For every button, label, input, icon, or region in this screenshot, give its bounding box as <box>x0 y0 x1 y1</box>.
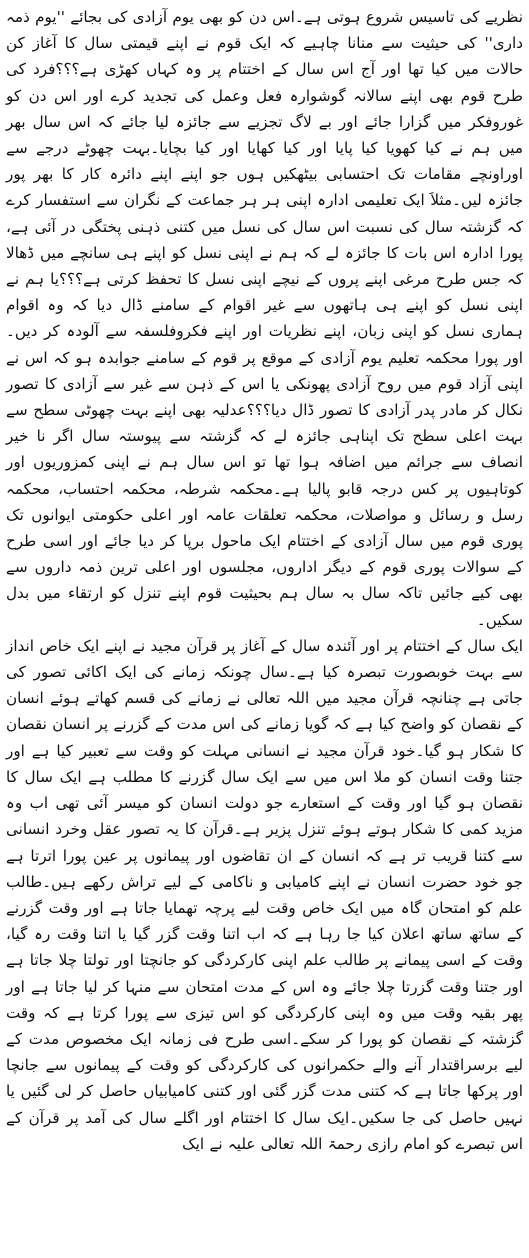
article-paragraph-2: ایک سال کے اختتام پر اور آئندہ سال کے آغاز پر قرآن مجید نے اپنے ایک خاص انداز سے بہت خوبصورت تبصرہ کیا ہے۔سال چونکہ زمانے کی ایک اکائی تصور کی جاتی ہے چنانچہ قرآن مجید میں اللہ تعالی نے زمانے کی قسم کھاتے ہوئے انسان کے نقصان کو واضح کیا ہے کہ گویا زمانے کی اس مدت کے گزرنے پر انسان نقصان کا شکار ہو گیا۔خود قرآن مجید نے انسانی مہلت کو وقت سے تعبیر کیا ہے اور جتنا وقت انسان کو ملا اس میں سے ایک سال گزرنے کا مطلب ہے ایک سال کا نقصان ہو گیا اور وقت کے استعارے جو دولت انسان کو میسر آئی تھی اب وہ مزید کمی کا شکار ہوتے ہوئے تنزل پزیر ہے۔قرآن کا یہ تصور عقل وخرد انسانی سے کتنا قریب تر ہے کہ انسان کے ان تقاضوں اور پیمانوں پر عین پورا اترتا ہے جو خود حضرت انسان نے اپنے کامیابی و ناکامی کے لیے تراش رکھے ہیں۔طالب علم کو امتحان گاہ میں ایک خاص وقت لیے پرچہ تھمایا جاتا ہے اور وقت گزرنے کے ساتھ ساتھ اعلان کیا جا رہا ہے کہ اب اتنا وقت گزر گیا یا اتنا وقت رہ گیا، وقت کے اسی پیمانے پر طالب علم اپنی کارکردگی کو جانچتا اور تولتا چلا جاتا ہے اور جتنا وقت گزرتا چلا جائے وہ اس کے مدت امتحان سے منہا کر لیا جاتا ہے اور پھر بقیہ وقت میں وہ اپنی کارکردگی کو اس تیزی سے پورا کرتا ہے کہ وقت گزشتہ کے نقصان کو پورا کر سکے۔اسی طرح فی زمانہ ایک مخصوص مدت کے لیے برسراقتدار آنے والے حکمرانوں کی کارکردگی کو وقت کے پیمانوں سے جانچا اور پرکھا جاتا ہے کہ کتنی مدت گزر گئی اور کتنی کامیابیاں حاصل کر لی گئیں یا نہیں حاصل کی جا سکیں۔ایک سال کا اختتام اور اگلے سال کی آمد پر قرآن کے اس تبصرے کو امام رازی رحمۃ اللہ تعالی علیہ نے ایک <box>6 636 523 1153</box>
article-paragraph-1: نظریے کی تاسیس شروع ہوتی ہے۔اس دن کو بھی یوم آزادی کی بجائے ''یوم ذمہ داری'' کی حیثیت سے منانا چاہیے کہ ایک قوم نے اپنے قیمتی سال کا آغاز کن حالات میں کیا تھا اور آج اس سال کے اختتام پر وہ کہاں کھڑی ہے؟؟؟فرد کی طرح قوم بھی اپنے سالانہ گوشوارہ فعل وعمل کی تجدید کرے اور اس دن کو غوروفکر میں گزارا جائے اور بے لاگ تجزیے سے جائزہ لیا جائے کہ اس سال بھر میں ہم نے کیا کھویا کیا پایا اور کیا کھایا اور کیا بچایا۔بہت چھوٹے درجے سے اوراونچے مقامات تک احتسابی بیٹھکیں ہوں جو اپنے اپنے دائرہ کار کا بھر پور جائزہ لیں۔مثلاََ ایک تعلیمی ادارہ اپنی ہر ہر جماعت کے نگران سے استفسار کرے کہ گزشتہ سال کی نسبت اس سال کی نسل میں کتنی ذہنی پختگی در آئی ہے، پورا ادارہ اس بات کا جائزہ لے کہ ہم نے اپنی نسل کو اپنے ہی سانچے میں ڈھالا کہ جس طرح مرغی اپنے پروں کے نیچے اپنی نسل کا تحفظ کرتی ہے؟؟؟یا ہم نے اپنی نسل کو اپنے ہی ہاتھوں سے غیر اقوام کے سامنے ڈال دیا کہ وہ اقوام ہماری نسل کو اپنی زبان، اپنے نظریات اور اپنے فکروفلسفہ سے آلودہ کر دیں۔اور پورا محکمہ تعلیم یوم آزادی کے موقع پر قوم کے سامنے جوابدہ ہو کہ اس نے اپنی آزاد قوم میں روح آزادی پھونکی یا اس کے ذہن سے غیر سے آزادی کا تصور نکال کر مادر پدر آزادی کا تصور ڈال دیا؟؟؟عدلیہ بھی اپنے بہت چھوٹی سطح سے بہت اعلی سطح تک اپناہی جائزہ لے کہ گزشتہ سے پیوستہ سال اگر نا خیر انصاف سے جرائم میں اضافہ ہوا تھا تو اس سال ہم نے اپنی کمزوریوں اور کوتاہیوں پر کس درجہ قابو پالیا ہے۔محکمہ شرطہ، محکمہ احتساب، محکمہ رسل و رسائل و مواصلات، محکمہ تعلقات عامہ اور اعلی حکومتی ایوانوں تک پوری قوم میں سال آزادی کے اختتام ایک ماحول برپا کر دیا جائے اور اسی طرح کے سوالات پوری قوم کے دیگر اداروں، مجلسوں اور اعلی ترین ذمہ داروں سے بھی کیے جائیں تاکہ سال بہ سال ہم بحیثیت قوم اپنے تنزل کو ارتقاء میں بدل سکیں۔ <box>6 8 523 629</box>
